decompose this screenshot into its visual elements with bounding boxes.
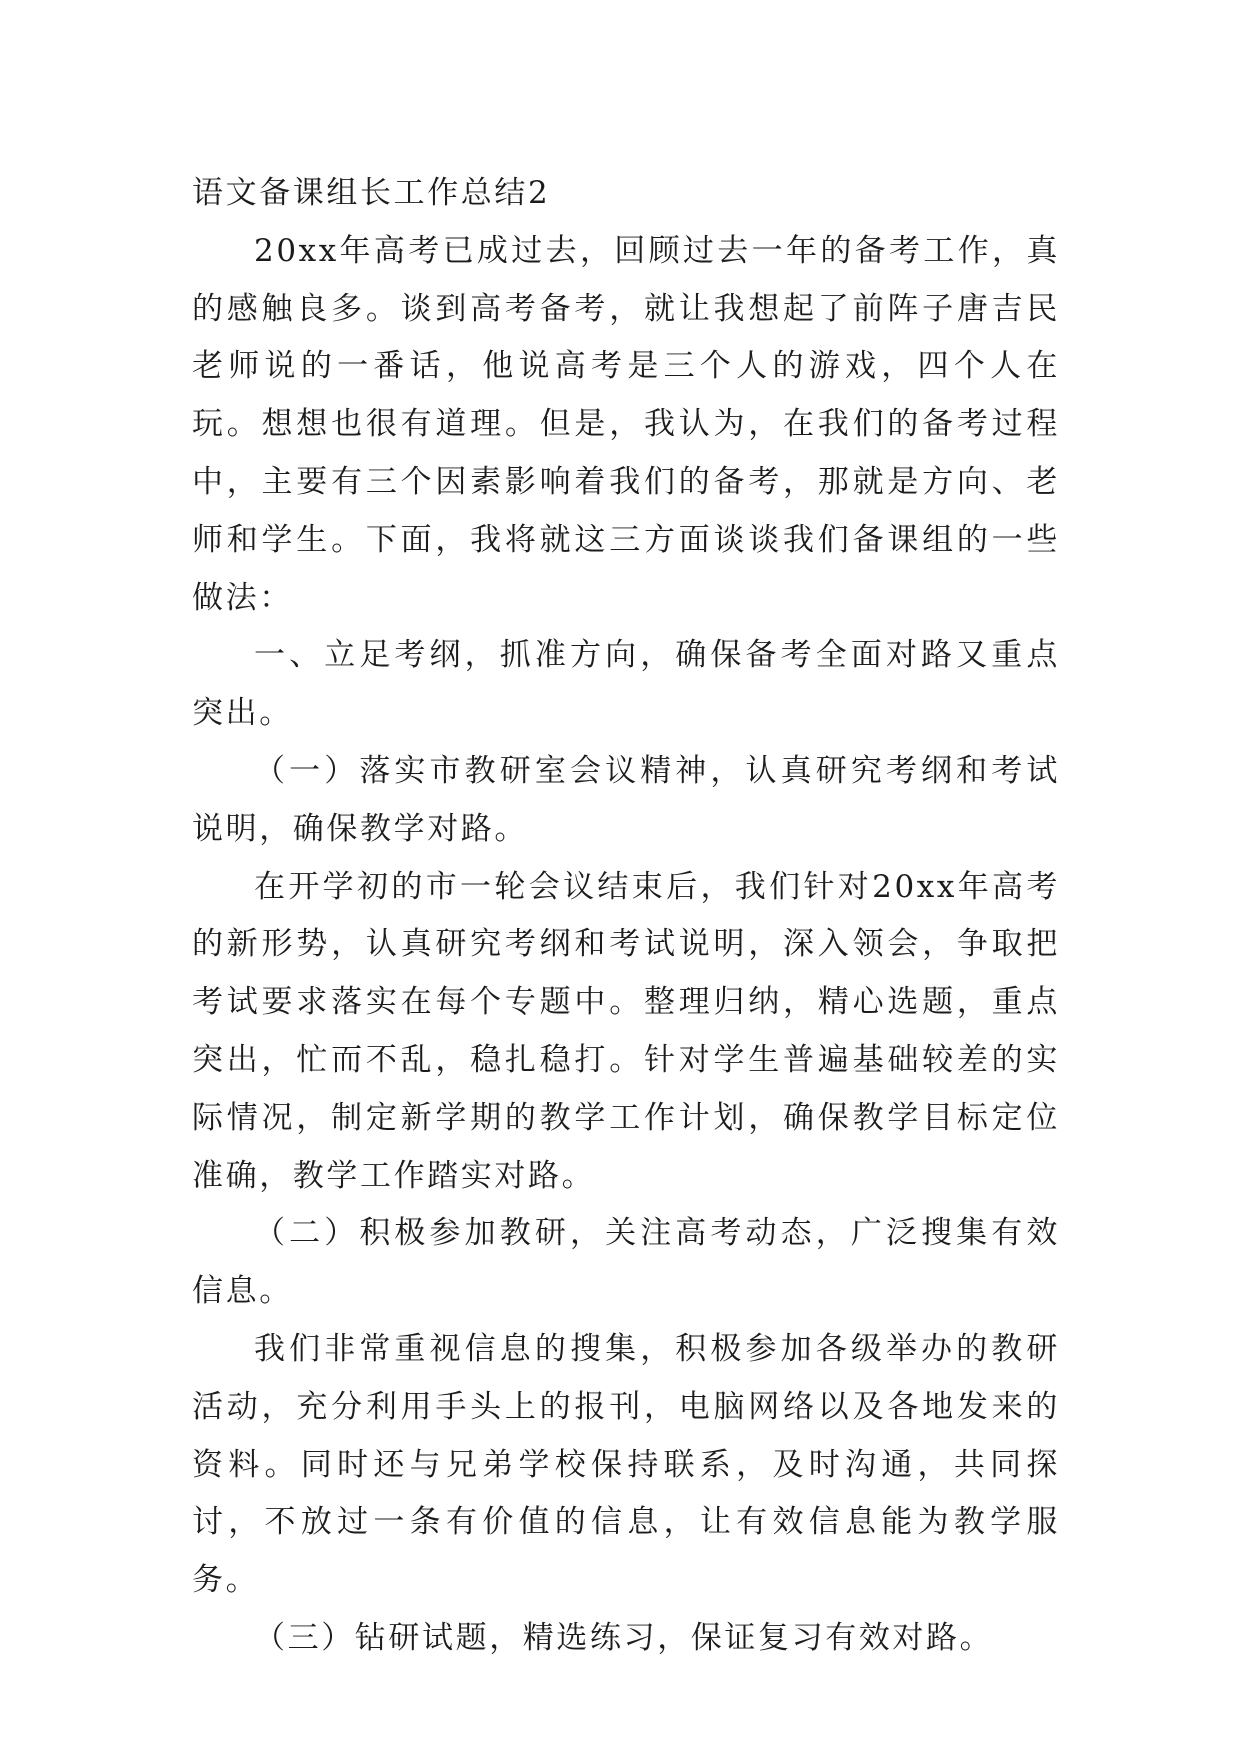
subsection-heading-2: （二）积极参加教研，关注高考动态，广泛搜集有效信息。 — [192, 1215, 1060, 1310]
document-title: 语文备课组长工作总结2 — [192, 175, 551, 211]
subsection-heading-1: （一）落实市教研室会议精神，认真研究考纲和考试说明，确保教学对路。 — [192, 752, 1060, 847]
paragraph-subsection-2: 我们非常重视信息的搜集，积极参加各级举办的教研活动，充分利用手头上的报刊，电脑网络以及各地发来的资料。同时还与兄弟学校保持联系，及时沟通，共同探讨，不放过一条有价值的信息，让有效信息能为教学服务。 — [192, 1330, 1060, 1599]
paragraph-subsection-1: 在开学初的市一轮会议结束后，我们针对20xx年高考的新形势，认真研究考纲和考试说明，深入领会，争取把考试要求落实在每个专题中。整理归纳，精心选题，重点突出，忙而不乱，稳扎稳打。针对学生普遍基础较差的实际情况，制定新学期的教学工作计划，确保教学目标定位准确，教学工作踏实对路。 — [192, 868, 1060, 1194]
subsection-heading-3: （三）钻研试题，精选练习，保证复习有效对路。 — [254, 1619, 994, 1656]
paragraph-intro: 20xx年高考已成过去，回顾过去一年的备考工作，真的感触良多。谈到高考备考，就让我想起了前阵子唐吉民老师说的一番话，他说高考是三个人的游戏，四个人在玩。想想也很有道理。但是，我认为，在我们的备考过程中，主要有三个因素影响着我们的备考，那就是方向、老师和学生。下面，我将就这三方面谈谈我们备课组的一些做法： — [192, 232, 1060, 616]
document-body — [192, 165, 1060, 1668]
section-heading-1: 一、立足考纲，抓准方向，确保备考全面对路又重点突出。 — [192, 637, 1060, 732]
